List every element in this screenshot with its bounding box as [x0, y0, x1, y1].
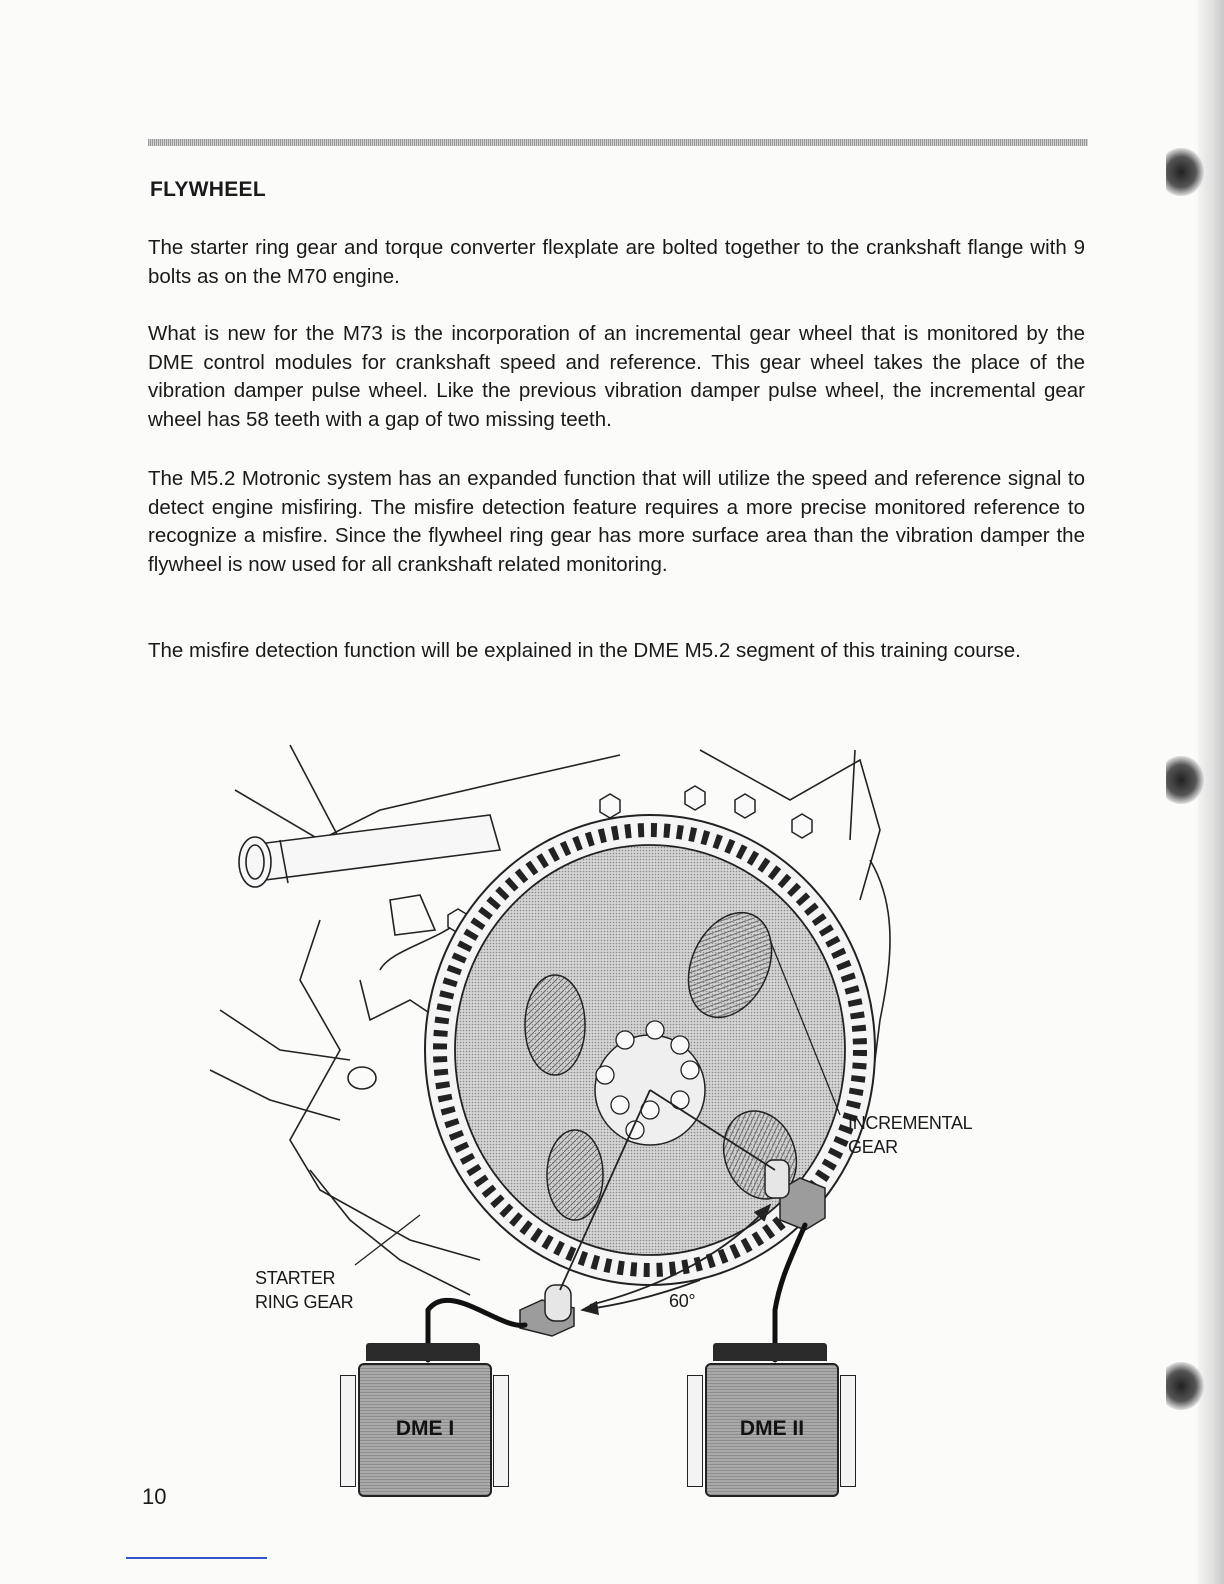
paragraph-incremental-wheel: What is new for the M73 is the incorporation of an incremental gear wheel that is monitored by the DME control modules for crankshaft speed and reference. This gear wheel takes the place of the vibration damper pulse wheel. Like the previous vibration damper pulse wheel, the incremental gear wheel has 58 teeth with a gap of two missing teeth. — [148, 322, 1085, 431]
binder-hole-middle — [1166, 756, 1204, 804]
paragraph-ring-gear: The starter ring gear and torque converter flexplate are bolted together to the crankshaft flange with 9 bolts as on the M70 engine. — [148, 236, 1085, 288]
paragraph-course-note: The misfire detection function will be explained in the DME M5.2 segment of this training course. — [148, 639, 1021, 662]
section-heading: FLYWHEEL — [150, 178, 266, 201]
dme-2-module — [705, 1363, 839, 1497]
dme-2-tab-left — [687, 1375, 703, 1487]
binder-hole-bottom — [1166, 1362, 1204, 1410]
dme-2-connector — [713, 1343, 827, 1361]
dme-1-connector — [366, 1343, 480, 1361]
angle-label: 60° — [669, 1291, 696, 1311]
dme-1-tab-left — [340, 1375, 356, 1487]
header-rule — [148, 139, 1088, 146]
bottom-link-underline[interactable] — [126, 1557, 267, 1559]
dme-2-label: DME II — [739, 1417, 805, 1440]
paragraph-misfire-detection: The M5.2 Motronic system has an expanded function that will utilize the speed and reference signal to detect engine misfiring. The misfire detection feature requires a more precise monitored reference to recognize a misfire. Since the flywheel ring gear has more surface area than the vibration damper the flywheel is now used for all crankshaft related monitoring. — [148, 467, 1085, 576]
coolant-pipe — [239, 815, 500, 887]
binder-hole-top — [1166, 148, 1204, 196]
incremental-gear-label: INCREMENTAL GEAR — [848, 1113, 973, 1157]
dme-1-label: DME I — [395, 1417, 455, 1440]
dme-2-tab-right — [840, 1375, 856, 1487]
dme-1-tab-right — [493, 1375, 509, 1487]
dme-1-module — [358, 1363, 492, 1497]
page-number: 10 — [142, 1484, 167, 1509]
starter-ring-gear-label: STARTER RING GEAR — [255, 1268, 354, 1312]
